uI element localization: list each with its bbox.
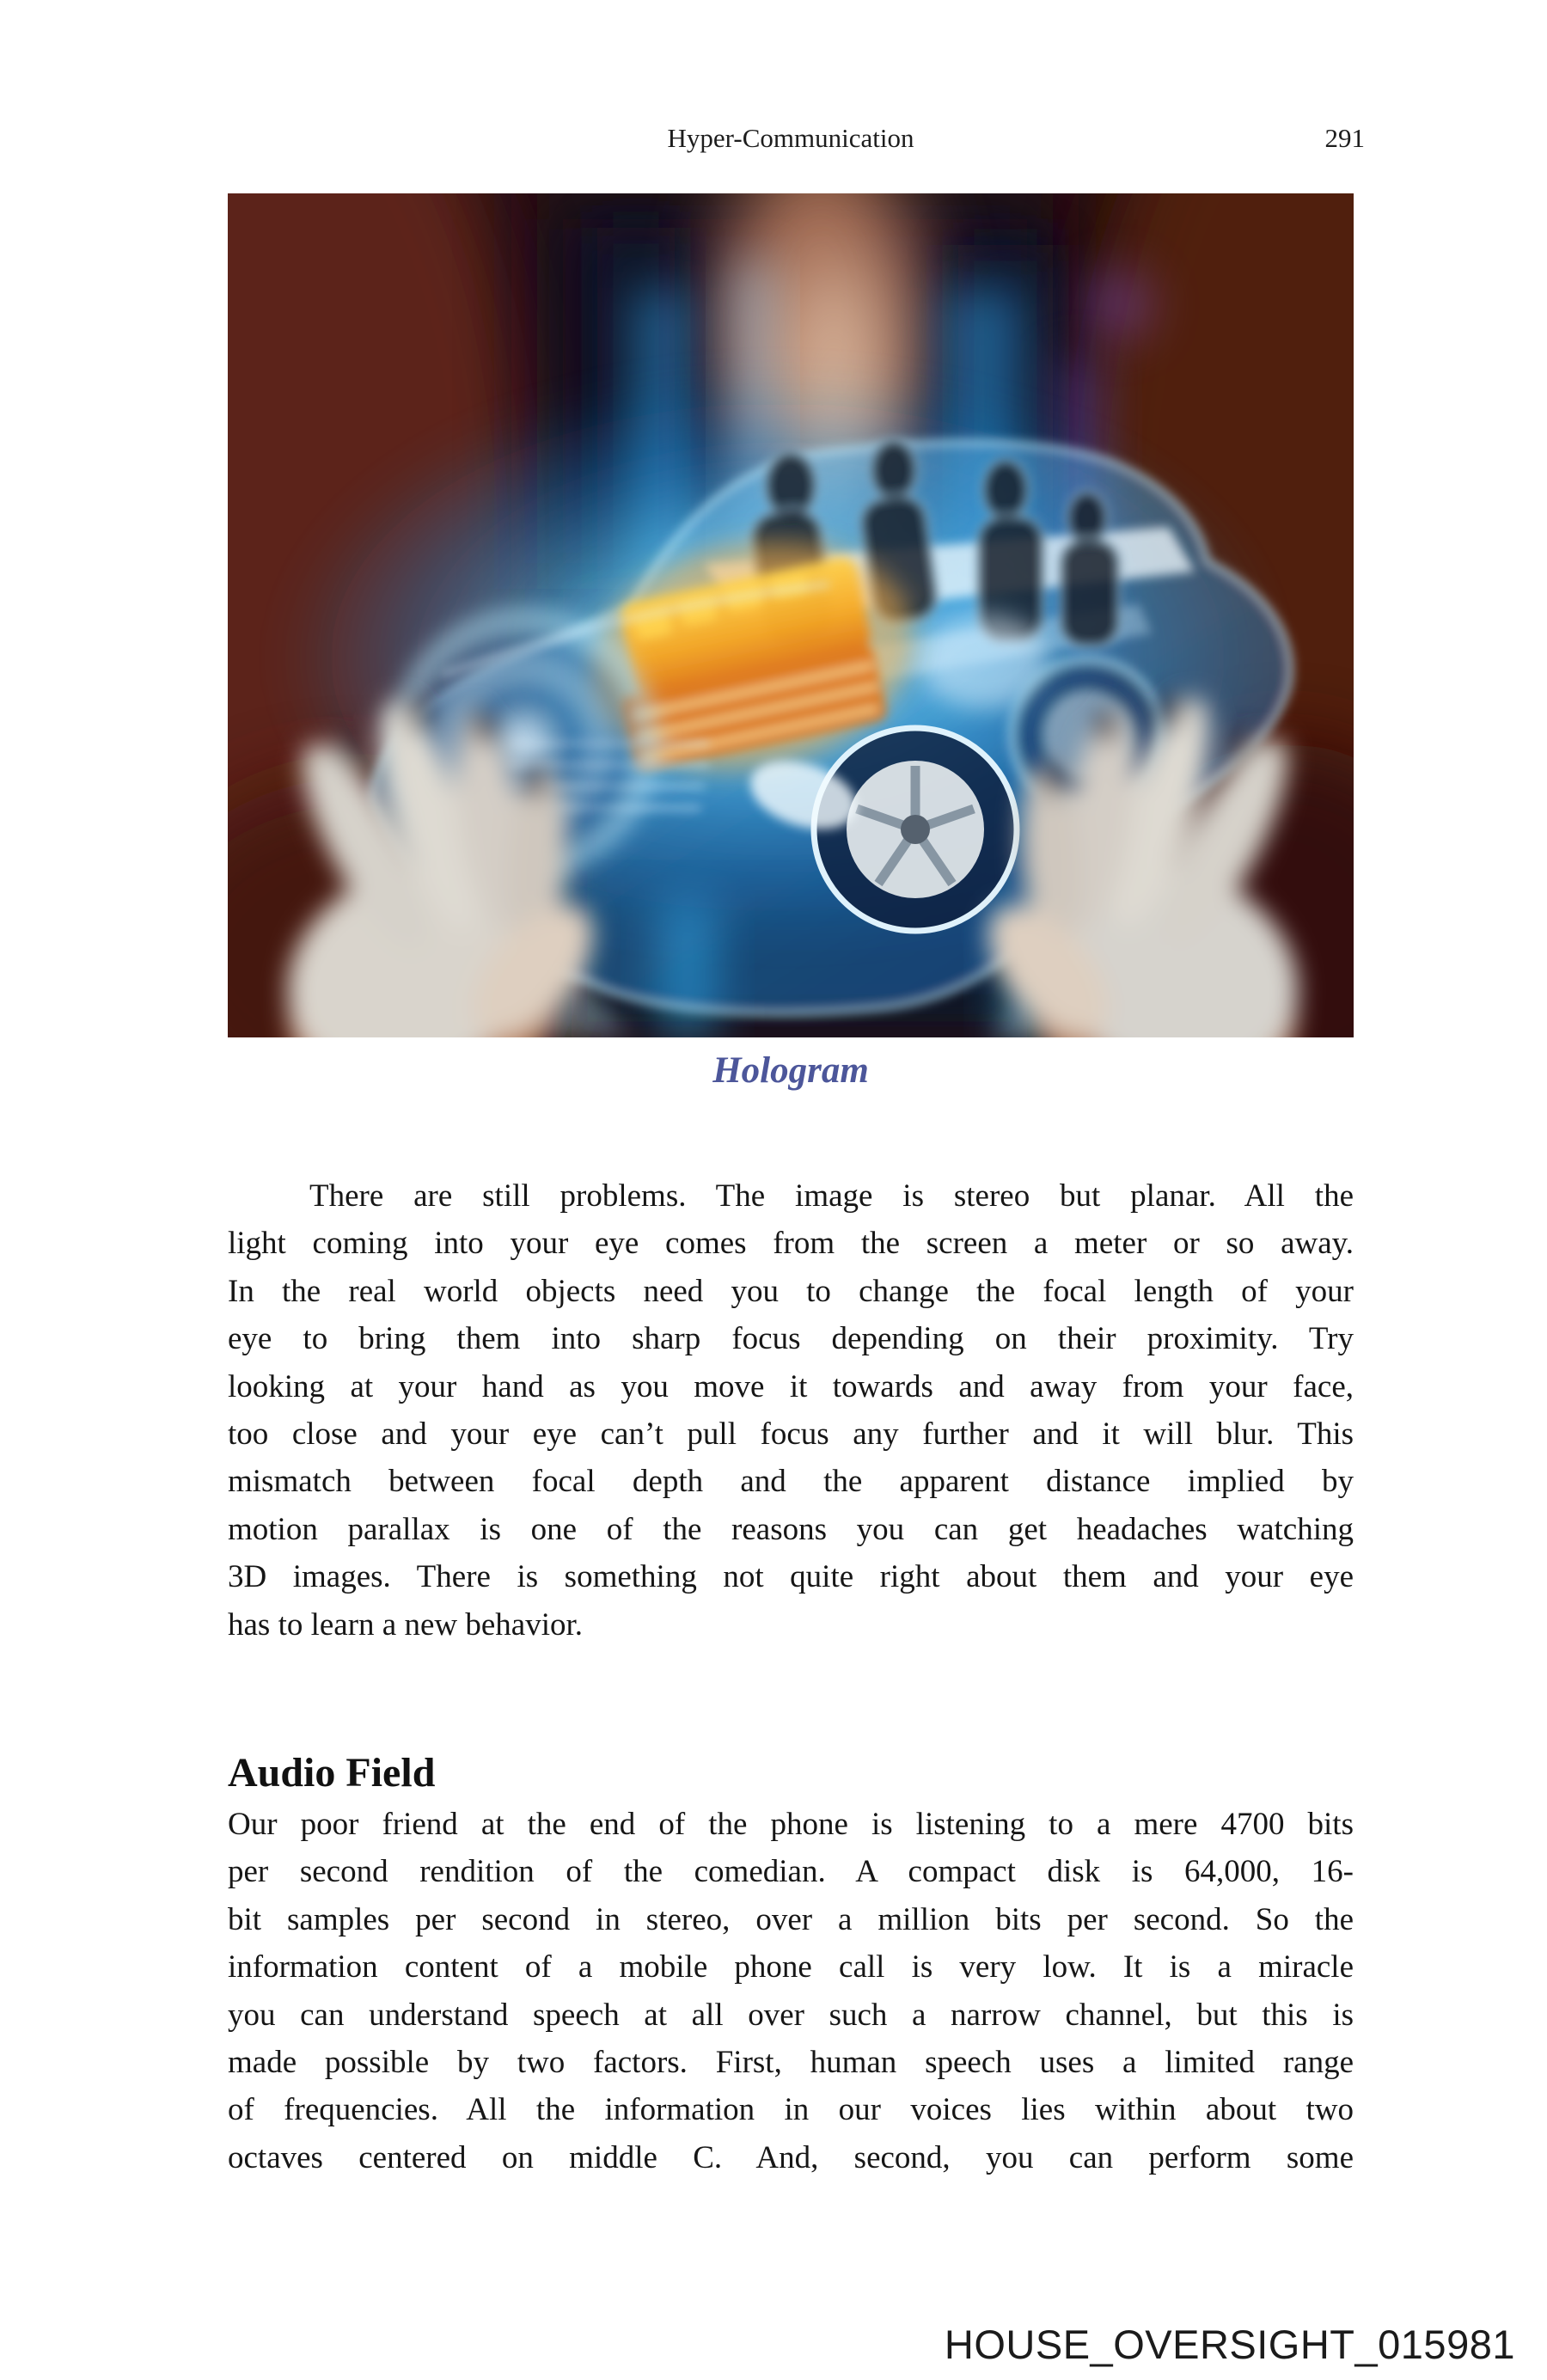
- text-line: looking at your hand as you move it towards and away from your face,: [228, 1368, 1354, 1404]
- paragraph-audio-field: [228, 1801, 1354, 2181]
- text-line: mismatch between focal depth and the apparent distance implied by: [228, 1464, 1354, 1500]
- text-line: made possible by two factors. First, human speech uses a limited range: [228, 2045, 1354, 2081]
- hologram-photo: [228, 193, 1354, 1037]
- text-line: bit samples per second in stereo, over a million bits per second. So the: [228, 1901, 1354, 1937]
- section-heading-audio-field: Audio Field: [228, 1750, 436, 1796]
- page-number: 291: [1324, 123, 1365, 153]
- paragraph-focal-depth: [228, 1172, 1354, 1649]
- text-line: There are still problems. The image is stereo but planar. All the: [309, 1178, 1354, 1214]
- text-line: Our poor friend at the end of the phone is listening to a mere 4700 bits: [228, 1807, 1354, 1842]
- text-line: In the real world objects need you to change the focal length of your: [228, 1273, 1354, 1309]
- hologram-photo-graphic: [228, 193, 1354, 1037]
- text-line: eye to bring them into sharp focus depending on their proximity. Try: [228, 1321, 1354, 1357]
- front-right-wheel: [814, 728, 1017, 931]
- text-line: information content of a mobile phone call is very low. It is a miracle: [228, 1949, 1354, 1985]
- text-line: of frequencies. All the information in our voices lies within about two: [228, 2092, 1354, 2128]
- text-line: light coming into your eye comes from the screen a meter or so away.: [228, 1226, 1354, 1262]
- text-line: has to learn a new behavior.: [228, 1606, 584, 1643]
- figure-caption: Hologram: [712, 1050, 869, 1091]
- text-line: per second rendition of the comedian. A compact disk is 64,000, 16-: [228, 1854, 1354, 1890]
- text-line: you can understand speech at all over such a narrow channel, but this is: [228, 1997, 1354, 2033]
- text-line: too close and your eye can’t pull focus any further and it will blur. This: [228, 1416, 1354, 1453]
- bokeh-dot: [1081, 269, 1153, 341]
- running-header-title: Hyper-Communication: [667, 123, 914, 153]
- watermark-bates-number: HOUSE_OVERSIGHT_015981: [944, 2322, 1515, 2367]
- text-line: octaves centered on middle C. And, second, you can perform some: [228, 2139, 1354, 2175]
- text-line: motion parallax is one of the reasons you can get headaches watching: [228, 1511, 1354, 1547]
- text-line: 3D images. There is something not quite right about them and your eye: [228, 1559, 1354, 1595]
